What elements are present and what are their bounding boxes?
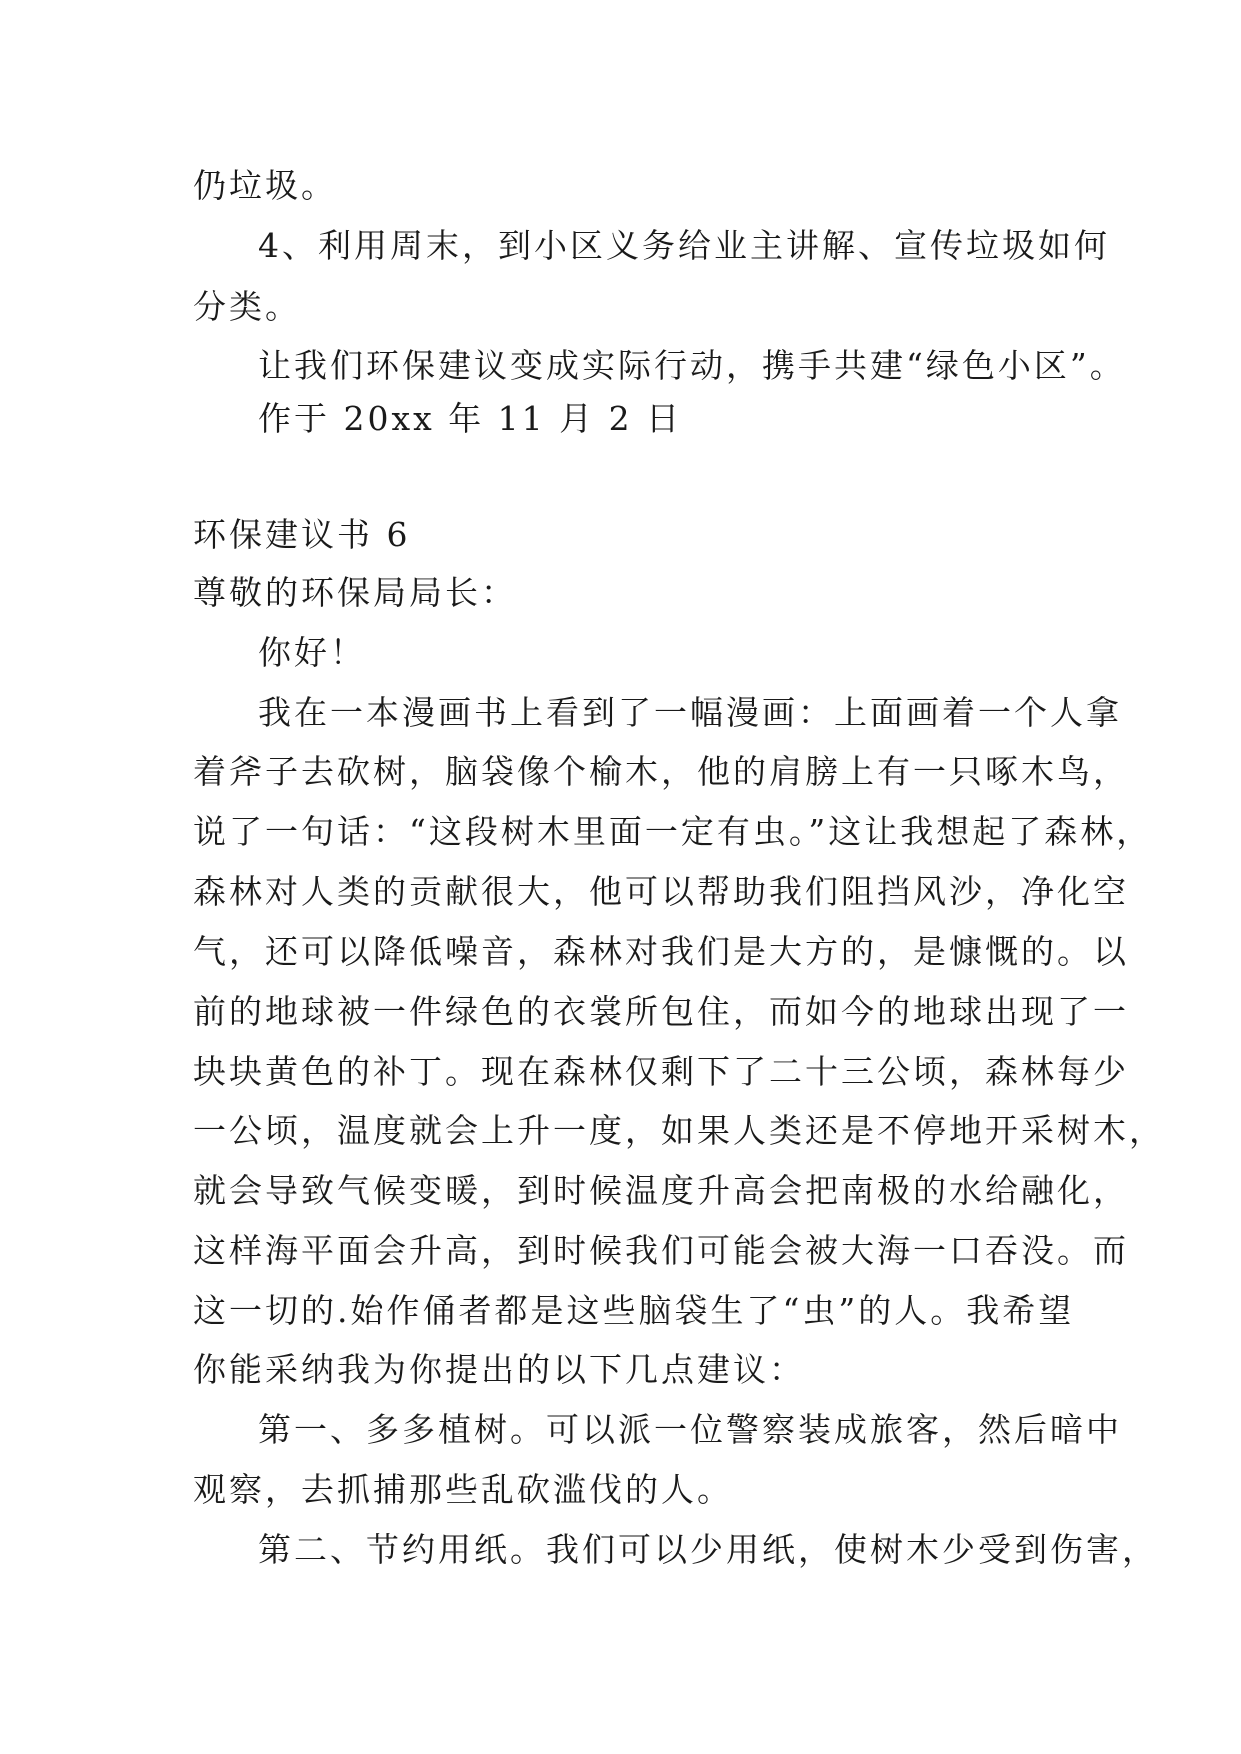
paragraph-line: 4、利用周末，到小区义务给业主讲解、宣传垃圾如何 bbox=[258, 226, 1110, 265]
paragraph-line: 这一切的.始作俑者都是这些脑袋生了“虫”的人。我希望 bbox=[193, 1291, 1075, 1330]
paragraph-line: 让我们环保建议变成实际行动，携手共建“绿色小区”。 bbox=[258, 346, 1126, 385]
section-heading: 环保建议书 6 bbox=[193, 515, 411, 554]
paragraph-line: 块块黄色的补丁。现在森林仅剩下了二十三公顷，森林每少 bbox=[193, 1052, 1129, 1091]
date-line: 作于 20xx 年 11 月 2 日 bbox=[258, 399, 683, 438]
paragraph-line: 说了一句话：“这段树木里面一定有虫。”这让我想起了森林， bbox=[193, 812, 1153, 851]
paragraph-line: 前的地球被一件绿色的衣裳所包住，而如今的地球出现了一 bbox=[193, 992, 1129, 1031]
paragraph-line: 我在一本漫画书上看到了一幅漫画：上面画着一个人拿 bbox=[258, 693, 1122, 732]
paragraph-line: 就会导致气候变暖，到时候温度升高会把南极的水给融化， bbox=[193, 1171, 1129, 1210]
greeting: 你好！ bbox=[258, 633, 366, 672]
salutation: 尊敬的环保局局长： bbox=[193, 573, 517, 612]
paragraph-line: 着斧子去砍树，脑袋像个榆木，他的肩膀上有一只啄木鸟， bbox=[193, 752, 1129, 791]
paragraph-line: 仍垃圾。 bbox=[193, 166, 337, 205]
paragraph-line: 第二、节约用纸。我们可以少用纸，使树木少受到伤害， bbox=[258, 1530, 1158, 1569]
paragraph-line: 森林对人类的贡献很大，他可以帮助我们阻挡风沙，净化空 bbox=[193, 872, 1129, 911]
paragraph-line: 一公顷，温度就会上升一度，如果人类还是不停地开采树木， bbox=[193, 1111, 1165, 1150]
paragraph-line: 观察，去抓捕那些乱砍滥伐的人。 bbox=[193, 1470, 733, 1509]
paragraph-line: 气，还可以降低噪音，森林对我们是大方的，是慷慨的。以 bbox=[193, 932, 1129, 971]
paragraph-line: 分类。 bbox=[193, 287, 301, 326]
paragraph-line: 你能采纳我为你提出的以下几点建议： bbox=[193, 1350, 805, 1389]
paragraph-line: 这样海平面会升高，到时候我们可能会被大海一口吞没。而 bbox=[193, 1231, 1129, 1270]
paragraph-line: 第一、多多植树。可以派一位警察装成旅客，然后暗中 bbox=[258, 1410, 1122, 1449]
